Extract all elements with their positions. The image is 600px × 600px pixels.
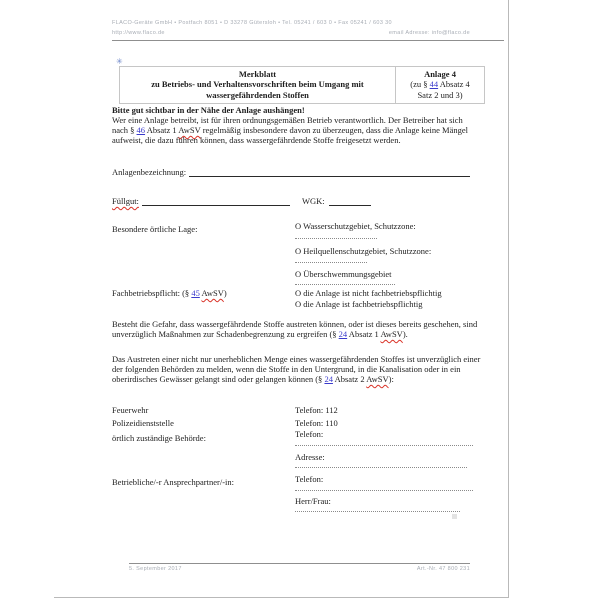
anlagenbezeichnung-blank-line xyxy=(189,168,470,177)
anlagenbezeichnung-row xyxy=(112,167,470,177)
title-line-3: wassergefährdenden Stoffen xyxy=(206,89,309,100)
annex-ref-line: (zu § 44 Absatz 4 xyxy=(410,79,470,90)
footer-date: 5. September 2017 xyxy=(129,566,182,572)
person-name-label: Herr/Frau: xyxy=(295,496,331,506)
footer-row xyxy=(129,566,470,572)
annex-ref-line2: Satz 2 und 3) xyxy=(417,89,463,100)
option-ueberschwemmungsgebiet xyxy=(295,269,392,279)
title-cell xyxy=(120,67,396,103)
option-label: die Anlage ist fachbetriebspflichtig xyxy=(303,299,423,309)
footer-article-number: Art.-Nr. 47 800 231 xyxy=(416,566,470,572)
person-phone-blank-line xyxy=(295,490,473,491)
title-table xyxy=(119,66,485,104)
annex-title: Anlage 4 xyxy=(424,69,456,79)
authority-label: örtlich zuständige Behörde: xyxy=(112,433,206,443)
company-header-row2 xyxy=(112,30,470,36)
option-label: Heilquellenschutzgebiet, Schutzzone: xyxy=(303,246,432,256)
option-wasserschutzgebiet xyxy=(295,221,416,231)
annex-cell xyxy=(396,67,484,103)
radio-circle-icon: O xyxy=(295,299,302,309)
person-phone-label: Telefon: xyxy=(295,474,324,484)
wgk-label: WGK: xyxy=(301,196,325,206)
option-label: die Anlage ist nicht fachbetriebspflichtig xyxy=(303,288,442,298)
awsv-abbr: AwSV xyxy=(201,288,224,298)
intro-paragraph: Wer eine Anlage betreibt, ist für ihren ordnungsgemäßen Betrieb verantwortlich. Der Betreiber hat sich nach § 46 Absatz 1 AwSV regelmäßig insbesondere davon zu überzeugen, dass die Anlage keine Mängel aufweist, die dazu führen können, dass wassergefährdende Stoffe freigesetzt werden. xyxy=(112,115,468,145)
option-heilquellenschutzgebiet xyxy=(295,246,431,256)
paragraph-45-link[interactable]: 45 xyxy=(191,288,200,298)
website-url: http://www.flaco.de xyxy=(112,30,165,36)
report-paragraph: Das Austreten einer nicht nur unerheblichen Menge eines wassergefährdenden Stoffes ist unverzüglich einer der folgenden Behörden zu melden, wenn die Stoffe in den Untergrund, in die Kanalisation oder in ein oberirdisches Gewässer gelangt sind oder gelangen können (§ 24 Absatz 2 AwSV): xyxy=(112,354,481,384)
fuellgut-blank-line xyxy=(142,197,290,206)
paragraph-24-link-2[interactable]: 24 xyxy=(324,374,333,384)
danger-paragraph: Besteht die Gefahr, dass wassergefährdende Stoffe austreten können, oder ist dieses bereits geschehen, sind unverzüglich Maßnahmen zur Schadenbegrenzung zu ergreifen (§ 24 Absatz 1 AwSV). xyxy=(112,319,478,339)
contact-person-label: Betriebliche/-r Ansprechpartner/-in: xyxy=(112,477,235,487)
title-line-1: Merkblatt xyxy=(238,69,277,79)
fire-brigade-phone: Telefon: 112 xyxy=(295,405,338,415)
wgk-blank-line xyxy=(329,197,371,206)
fuellgut-row xyxy=(112,196,470,206)
person-name-blank-line xyxy=(295,511,460,512)
police-label: Polizeidienststelle xyxy=(112,418,174,428)
radio-circle-icon: O xyxy=(295,221,302,231)
location-section-label: Besondere örtliche Lage: xyxy=(112,224,198,234)
fachbetrieb-label: Fachbetriebspflicht: (§ 45 AwSV) xyxy=(112,288,227,298)
ueberschwemmung-blank-line xyxy=(295,284,395,285)
fire-brigade-label: Feuerwehr xyxy=(112,405,149,415)
authority-address-label: Adresse: xyxy=(295,452,325,462)
hidden-object-marker xyxy=(452,514,457,519)
authority-phone-blank-line xyxy=(295,445,473,446)
awsv-abbr: AwSV xyxy=(380,329,403,339)
paragraph-24-link[interactable]: 24 xyxy=(338,329,348,339)
option-fachbetriebspflichtig xyxy=(295,299,422,309)
radio-circle-icon: O xyxy=(295,246,302,256)
title-line-2: zu Betriebs- und Verhaltensvorschriften beim Umgang mit xyxy=(151,79,364,90)
authority-phone-label: Telefon: xyxy=(295,429,324,439)
header-divider xyxy=(112,40,504,41)
option-nicht-fachbetriebspflichtig xyxy=(295,288,442,298)
authority-address-blank-line xyxy=(295,467,467,468)
option-label: Wasserschutzgebiet, Schutzzone: xyxy=(303,221,416,231)
footer-divider xyxy=(129,563,470,564)
object-anchor-icon: ✳ xyxy=(116,57,123,66)
email-address: email Adresse: info@flaco.de xyxy=(388,30,470,36)
anlagenbezeichnung-label: Anlagenbezeichnung: xyxy=(112,167,187,177)
awsv-abbr: AwSV xyxy=(178,125,201,135)
paragraph-46-link[interactable]: 46 xyxy=(136,125,146,135)
company-header-line: FLACO-Geräte GmbH • Postfach 8051 • D 33278 Gütersloh • Tel. 05241 / 603 0 • Fax 05241 / 603 30 xyxy=(112,20,392,26)
police-phone: Telefon: 110 xyxy=(295,418,338,428)
display-notice: Bitte gut sichtbar in der Nähe der Anlage aushängen! xyxy=(112,105,305,115)
fuellgut-label: Füllgut: xyxy=(112,196,139,206)
wasserschutz-zone-blank-line xyxy=(295,238,377,239)
radio-circle-icon: O xyxy=(295,269,302,279)
option-label: Überschwemmungsgebiet xyxy=(303,269,392,279)
awsv-abbr: AwSV xyxy=(366,374,389,384)
radio-circle-icon: O xyxy=(295,288,302,298)
paragraph-44-link[interactable]: 44 xyxy=(429,79,439,90)
heilquellen-zone-blank-line xyxy=(295,262,367,263)
